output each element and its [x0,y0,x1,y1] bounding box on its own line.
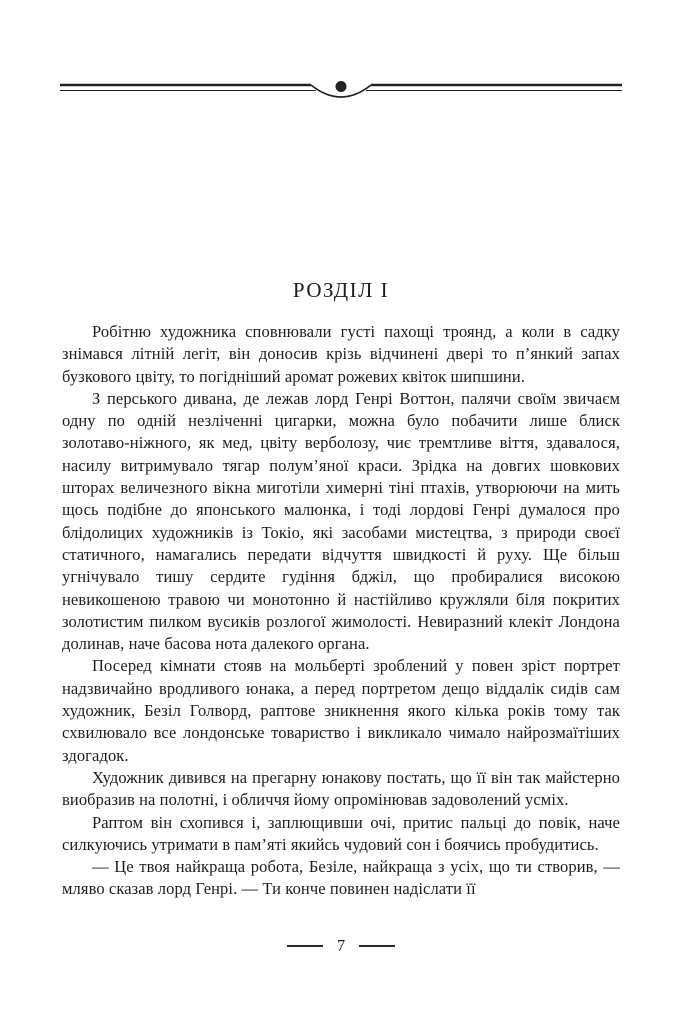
paragraph: Раптом він схопився і, заплющивши очі, притис пальці до повік, наче силкуючись утримати в пам’яті якийсь чудовий сон і боячись пробудитись. [62,812,620,854]
paragraph: Робітню художника сповнювали густі пахощі троянд, а коли в садку знімався літній легіт, він доносив крізь відчинені двері то п’янкий запах бузкового цвіту, то погідніший аромат рожевих квіток шипшини. [62,322,620,386]
paragraph: Посеред кімнати стояв на мольберті зроблений у повен зріст портрет надзвичайно вродливого юнака, а перед портретом дещо віддалік сидів сам художник, Безіл Голворд, раптове зникнення якого кілька років тому так схвилювало все лондонське товариство і викликало чимало найрозмаїтіших здогадок. [62,656,620,765]
ornament-dot-icon [336,81,347,92]
footer-rule-right [359,945,395,947]
page-footer [0,936,682,956]
paragraph: З перського дивана, де лежав лорд Генрі Воттон, палячи своїм звичаєм одну по одній незліченні цигарки, можна було побачити лише блиск золотаво-ніжного, як мед, цвіту верболозу, чиє тремтливе віття, здавалося, насилу витримувало тягар полум’яної краси. Зрідка на довгих шовкових шторах величезного вікна миготіли химерні тіні птахів, утворюючи на мить щось подібне до японського малюнка, і тоді лордові Генрі думалося про блідолицих художників із Токіо, які засобами мистецтва, з природи своєї статичного, намагались передати відчуття швидкості й руху. Ще більш угнічувало тишу сердите гудіння бджіл, що пробиралися високою невикошеною травою чи монотонно й настійливо кружляли біля покритих золотистим пилком вусиків розлогої жимолості. Невиразний клекіт Лондона долинав, наче басова нота далекого органа. [62,388,620,654]
footer-rule-left [287,945,323,947]
page-number: 7 [336,936,346,955]
ornament-rule-icon [60,76,622,108]
body-text [62,321,620,901]
paragraph: Художник дивився на прегарну юнакову постать, що її він так майстерно виобразив на полотні, і обличчя йому опромінював задоволений усміх. [62,767,620,810]
header-ornament [60,76,622,108]
paragraph: — Це твоя найкраща робота, Безіле, найкраща з усіх, що ти створив, — мляво сказав лорд Генрі. — Ти конче повинен надіслати її [62,857,620,899]
chapter-title: РОЗДІЛ I [292,278,390,302]
